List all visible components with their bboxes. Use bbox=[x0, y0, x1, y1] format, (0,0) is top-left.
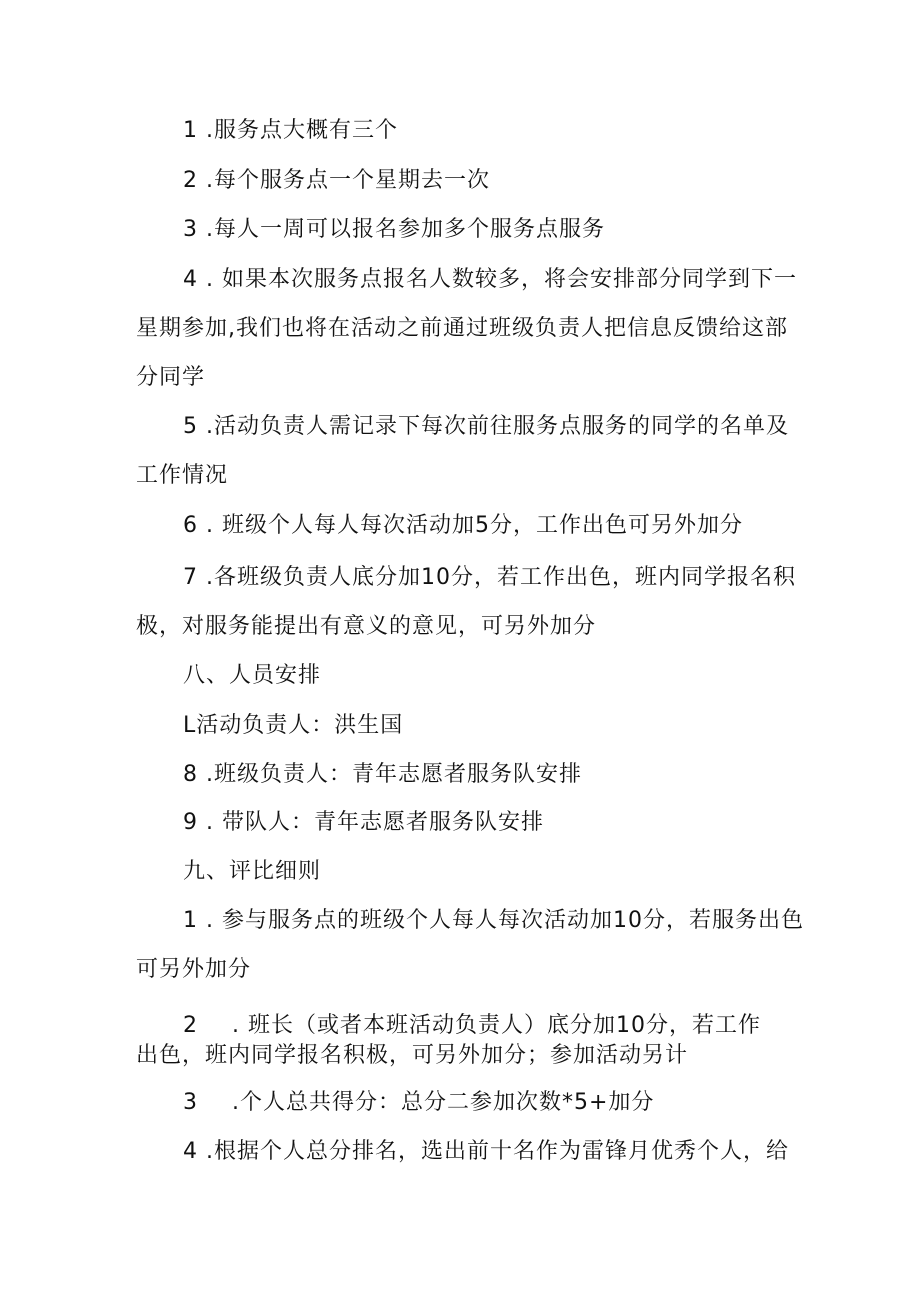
section-8-item-1: L活动负责人：洪生国 bbox=[183, 713, 404, 738]
section-9-item-1-line-1: 1 . 参与服务点的班级个人每人每次活动加10分，若服务出色 bbox=[183, 908, 804, 933]
section-9-heading: 九、评比细则 bbox=[183, 859, 322, 884]
section-8-heading: 八、人员安排 bbox=[183, 663, 322, 688]
section-9-item-2-number: 2 bbox=[183, 1013, 198, 1038]
section-9-item-3-text: .个人总共得分：总分二参加次数*5+加分 bbox=[232, 1090, 655, 1115]
section-9-item-3 bbox=[183, 1088, 654, 1118]
list-item-4-line-3: 分同学 bbox=[136, 365, 206, 390]
section-9-item-2-line-2: 出色，班内同学报名积极，可另外加分；参加活动另计 bbox=[136, 1043, 689, 1068]
section-9-item-1-line-2: 可另外加分 bbox=[136, 957, 252, 982]
list-item-2: 2 .每个服务点一个星期去一次 bbox=[183, 168, 490, 193]
list-item-3: 3 .每人一周可以报名参加多个服务点服务 bbox=[183, 217, 605, 242]
list-item-6: 6 . 班级个人每人每次活动加5分，工作出色可另外加分 bbox=[183, 513, 743, 538]
section-8-item-2: 8 .班级负责人：青年志愿者服务队安排 bbox=[183, 762, 582, 787]
section-9-item-3-number: 3 bbox=[183, 1090, 198, 1115]
section-9-item-2-text: . 班长（或者本班活动负责人）底分加10分，若工作 bbox=[232, 1013, 761, 1038]
list-item-1: 1 .服务点大概有三个 bbox=[183, 118, 398, 143]
list-item-4-line-2: 星期参加,我们也将在活动之前通过班级负责人把信息反馈给这部 bbox=[136, 316, 788, 341]
list-item-7-line-2: 极，对服务能提出有意义的意见，可另外加分 bbox=[136, 614, 597, 639]
section-9-item-4: 4 .根据个人总分排名，选出前十名作为雷锋月优秀个人，给 bbox=[183, 1139, 789, 1164]
list-item-4-line-1: 4 . 如果本次服务点报名人数较多，将会安排部分同学到下一 bbox=[183, 267, 797, 292]
list-item-5-line-1: 5 .活动负责人需记录下每次前往服务点服务的同学的名单及 bbox=[183, 414, 789, 439]
list-item-5-line-2: 工作情况 bbox=[136, 463, 229, 488]
section-9-item-2-line-1 bbox=[183, 1011, 761, 1041]
section-8-item-3: 9 . 带队人：青年志愿者服务队安排 bbox=[183, 810, 544, 835]
list-item-7-line-1: 7 .各班级负责人底分加10分，若工作出色，班内同学报名积 bbox=[183, 565, 796, 590]
